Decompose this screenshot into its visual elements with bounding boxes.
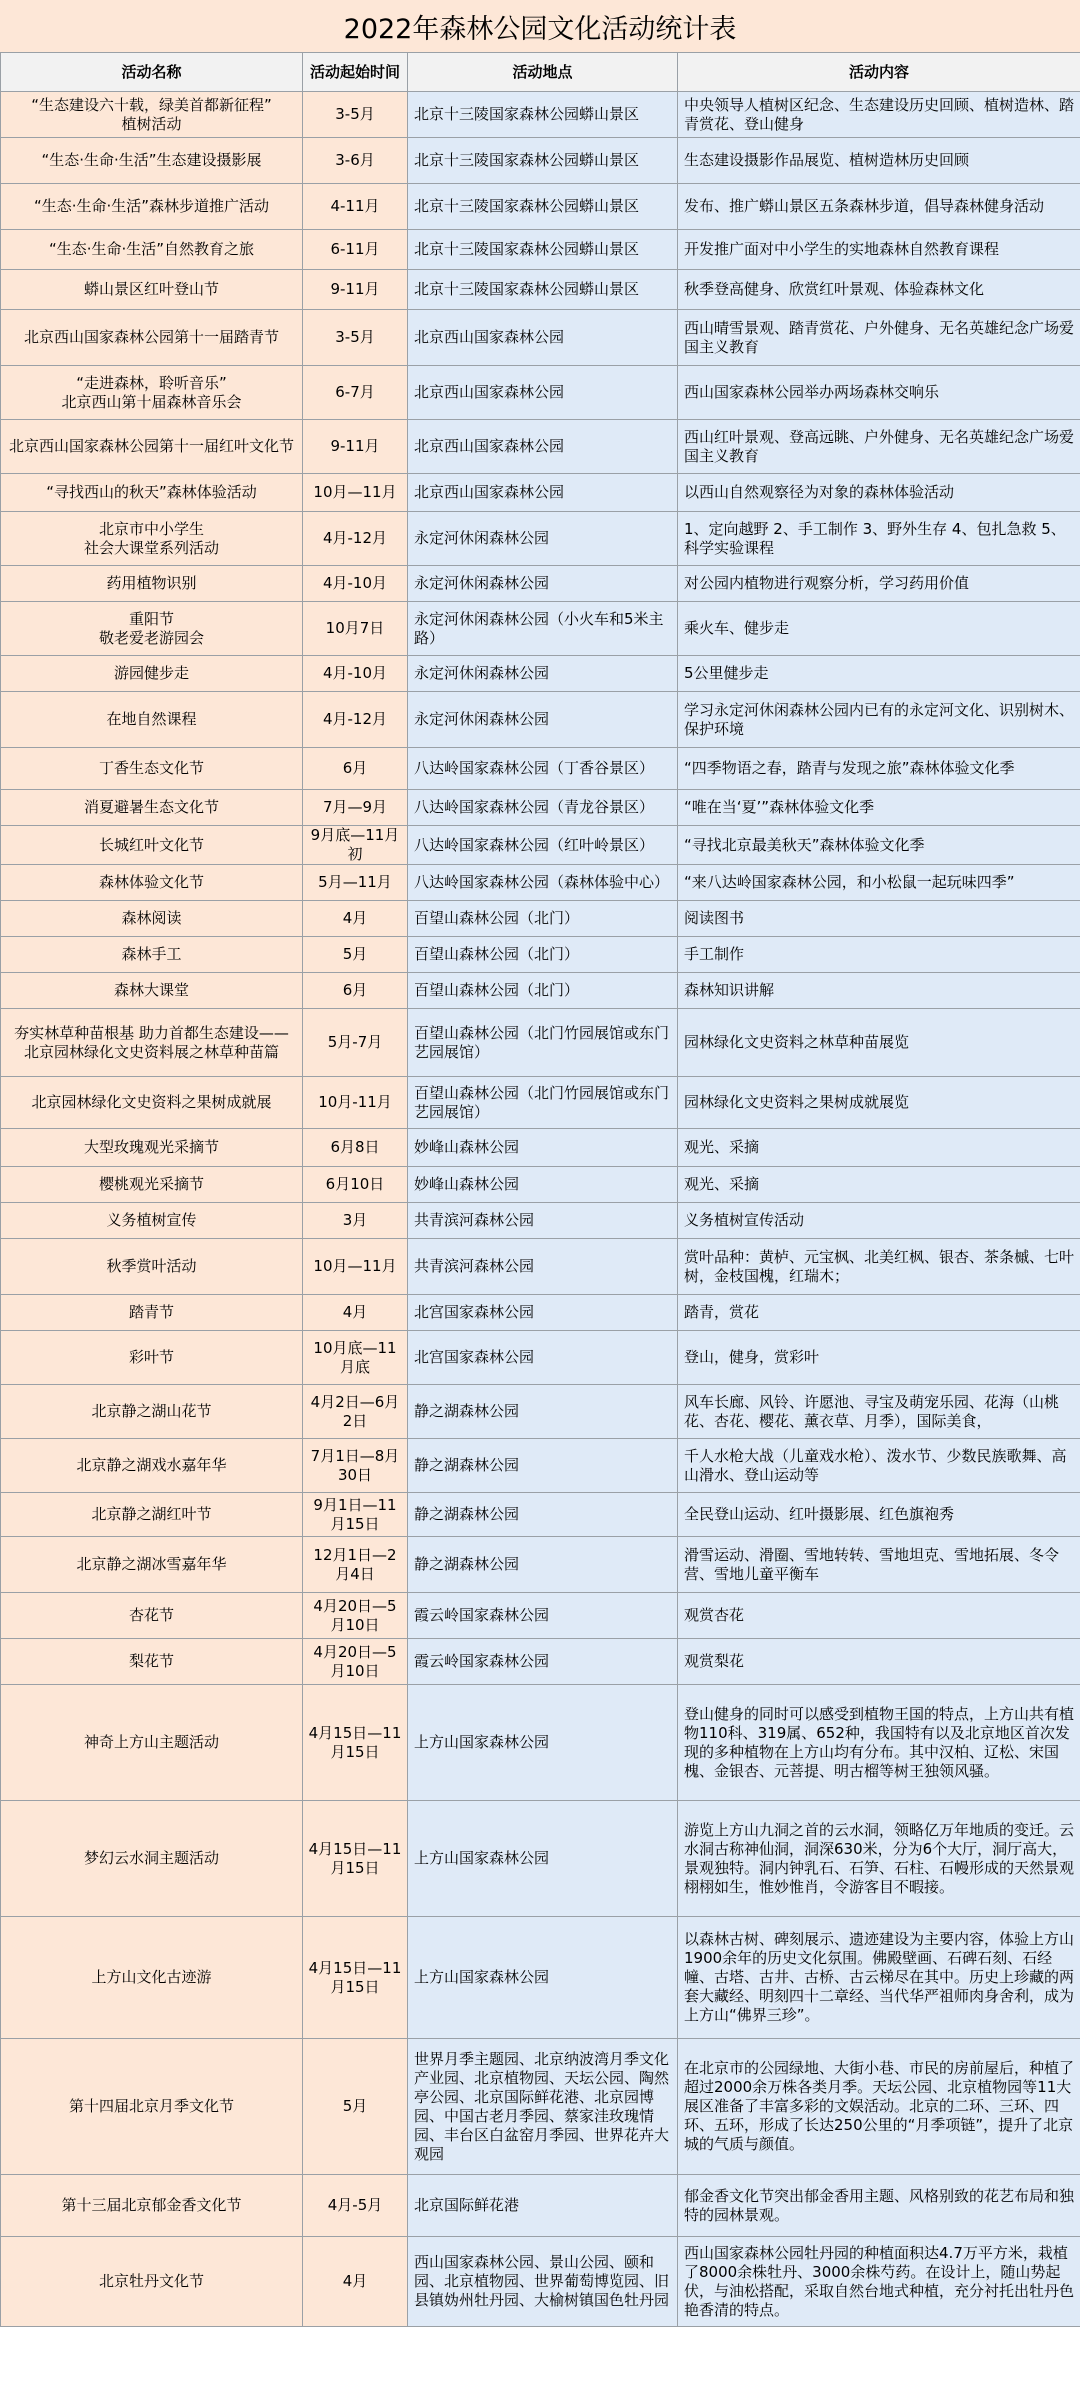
activity-name-cell[interactable]: 梦幻云水洞主题活动 <box>1 1801 303 1917</box>
activity-name-cell[interactable]: “走进森林，聆听音乐” 北京西山第十届森林音乐会 <box>1 366 303 420</box>
location-cell[interactable]: 静之湖森林公园 <box>408 1537 678 1593</box>
table-row <box>1 2175 1080 2237</box>
location-cell[interactable]: 百望山森林公园（北门竹园展馆或东门艺园展馆） <box>408 1009 678 1077</box>
location-cell[interactable]: 妙峰山森林公园 <box>408 1129 678 1167</box>
location-cell[interactable]: 上方山国家森林公园 <box>408 1685 678 1801</box>
header-activity-name[interactable]: 活动名称 <box>1 53 303 92</box>
activity-name-cell[interactable]: 北京西山国家森林公园第十一届红叶文化节 <box>1 420 303 474</box>
start-time-cell[interactable]: 3-6月 <box>303 138 408 184</box>
location-cell[interactable]: 妙峰山森林公园 <box>408 1167 678 1203</box>
start-time-cell[interactable]: 5月-7月 <box>303 1009 408 1077</box>
activity-name-cell[interactable]: 药用植物识别 <box>1 566 303 602</box>
start-time-cell[interactable]: 4月-10月 <box>303 656 408 692</box>
content-cell[interactable]: “四季物语之春，踏青与发现之旅”森林体验文化季 <box>678 748 1080 790</box>
location-cell[interactable]: 北京十三陵国家森林公园蟒山景区 <box>408 230 678 270</box>
content-cell[interactable]: 森林知识讲解 <box>678 973 1080 1009</box>
activity-name-cell[interactable]: 丁香生态文化节 <box>1 748 303 790</box>
activity-name-cell[interactable]: 秋季赏叶活动 <box>1 1239 303 1295</box>
start-time-cell[interactable]: 10月—11月 <box>303 474 408 512</box>
content-cell[interactable]: 5公里健步走 <box>678 656 1080 692</box>
content-cell[interactable]: 观赏梨花 <box>678 1639 1080 1685</box>
start-time-cell[interactable]: 4月-10月 <box>303 566 408 602</box>
header-content[interactable]: 活动内容 <box>678 53 1080 92</box>
location-cell[interactable]: 共青滨河森林公园 <box>408 1203 678 1239</box>
start-time-cell[interactable]: 12月1日—2月4日 <box>303 1537 408 1593</box>
activity-table <box>0 52 1080 2327</box>
table-body <box>1 92 1080 2327</box>
content-cell[interactable]: 园林绿化文史资料之林草种苗展览 <box>678 1009 1080 1077</box>
start-time-cell[interactable]: 5月 <box>303 2039 408 2175</box>
content-cell[interactable]: 全民登山运动、红叶摄影展、红色旗袍秀 <box>678 1493 1080 1537</box>
table-row <box>1 901 1080 937</box>
table-row <box>1 1167 1080 1203</box>
start-time-cell[interactable]: 4月2日—6月2日 <box>303 1385 408 1439</box>
table-row <box>1 1439 1080 1493</box>
table-row <box>1 92 1080 138</box>
location-cell[interactable]: 霞云岭国家森林公园 <box>408 1593 678 1639</box>
location-cell[interactable]: 八达岭国家森林公园（红叶岭景区） <box>408 826 678 865</box>
location-cell[interactable]: 静之湖森林公园 <box>408 1493 678 1537</box>
location-cell[interactable]: 西山国家森林公园、景山公园、颐和园、北京植物园、世界葡萄博览园、旧县镇妫州牡丹园、大榆树镇国色牡丹园 <box>408 2237 678 2327</box>
table-row <box>1 790 1080 826</box>
activity-name-cell[interactable]: 北京市中小学生 社会大课堂系列活动 <box>1 512 303 566</box>
activity-name-cell[interactable]: 北京静之湖山花节 <box>1 1385 303 1439</box>
activity-name-cell[interactable]: 第十四届北京月季文化节 <box>1 2039 303 2175</box>
location-cell[interactable]: 北京西山国家森林公园 <box>408 310 678 366</box>
activity-name-cell[interactable]: 北京静之湖冰雪嘉年华 <box>1 1537 303 1593</box>
table-row <box>1 1009 1080 1077</box>
start-time-cell[interactable]: 4月20日—5月10日 <box>303 1639 408 1685</box>
location-cell[interactable]: 北京十三陵国家森林公园蟒山景区 <box>408 270 678 310</box>
table-row <box>1 1295 1080 1331</box>
content-cell[interactable]: 西山国家森林公园举办两场森林交响乐 <box>678 366 1080 420</box>
table-row <box>1 1685 1080 1801</box>
activity-name-cell[interactable]: “生态·生命·生活”生态建设摄影展 <box>1 138 303 184</box>
start-time-cell[interactable]: 7月1日—8月30日 <box>303 1439 408 1493</box>
content-cell[interactable]: 在北京市的公园绿地、大街小巷、市民的房前屋后，种植了超过2000余万株各类月季。天坛公园、北京植物园等11大展区准备了丰富多彩的文娱活动。北京的二环、三环、四环、五环，形成了长达250公里的“月季项链”，提升了北京城的气质与颜值。 <box>678 2039 1080 2175</box>
content-cell[interactable]: 阅读图书 <box>678 901 1080 937</box>
activity-name-cell[interactable]: 上方山文化古迹游 <box>1 1917 303 2039</box>
table-row <box>1 1593 1080 1639</box>
activity-name-cell[interactable]: 神奇上方山主题活动 <box>1 1685 303 1801</box>
content-cell[interactable]: 西山国家森林公园牡丹园的种植面积达4.7万平方米，栽植了8000余株牡丹、3000余株芍药。在设计上，随山势起伏，与油松搭配，采取自然台地式种植，充分衬托出牡丹色艳香清的特点。 <box>678 2237 1080 2327</box>
content-cell[interactable]: 园林绿化文史资料之果树成就展览 <box>678 1077 1080 1129</box>
location-cell[interactable]: 霞云岭国家森林公园 <box>408 1639 678 1685</box>
start-time-cell[interactable]: 4月 <box>303 2237 408 2327</box>
table-row <box>1 1801 1080 1917</box>
table-row <box>1 184 1080 230</box>
activity-name-cell[interactable]: “生态·生命·生活”自然教育之旅 <box>1 230 303 270</box>
start-time-cell[interactable]: 7月—9月 <box>303 790 408 826</box>
table-row <box>1 270 1080 310</box>
activity-name-cell[interactable]: 樱桃观光采摘节 <box>1 1167 303 1203</box>
location-cell[interactable]: 北京十三陵国家森林公园蟒山景区 <box>408 92 678 138</box>
content-cell[interactable]: 手工制作 <box>678 937 1080 973</box>
start-time-cell[interactable]: 6-11月 <box>303 230 408 270</box>
location-cell[interactable]: 永定河休闲森林公园 <box>408 566 678 602</box>
activity-name-cell[interactable]: 踏青节 <box>1 1295 303 1331</box>
content-cell[interactable]: 以森林古树、碑刻展示、遗迹建设为主要内容，体验上方山1900余年的历史文化氛围。佛殿壁画、石碑石刻、石经幢、古塔、古井、古桥、古云梯尽在其中。历史上珍藏的两套大藏经、明刻四十二章经、当代华严祖师肉身舍利，成为上方山“佛界三珍”。 <box>678 1917 1080 2039</box>
activity-name-cell[interactable]: 杏花节 <box>1 1593 303 1639</box>
location-cell[interactable]: 八达岭国家森林公园（青龙谷景区） <box>408 790 678 826</box>
start-time-cell[interactable]: 5月—11月 <box>303 865 408 901</box>
start-time-cell[interactable]: 10月底—11月底 <box>303 1331 408 1385</box>
start-time-cell[interactable]: 4-11月 <box>303 184 408 230</box>
content-cell[interactable]: 踏青，赏花 <box>678 1295 1080 1331</box>
start-time-cell[interactable]: 3月 <box>303 1203 408 1239</box>
start-time-cell[interactable]: 6月 <box>303 748 408 790</box>
location-cell[interactable]: 北京西山国家森林公园 <box>408 420 678 474</box>
content-cell[interactable]: 生态建设摄影作品展览、植树造林历史回顾 <box>678 138 1080 184</box>
activity-name-cell[interactable]: 北京静之湖戏水嘉年华 <box>1 1439 303 1493</box>
location-cell[interactable]: 八达岭国家森林公园（丁香谷景区） <box>408 748 678 790</box>
activity-name-cell[interactable]: 大型玫瑰观光采摘节 <box>1 1129 303 1167</box>
start-time-cell[interactable]: 10月—11月 <box>303 1239 408 1295</box>
table-row <box>1 1537 1080 1593</box>
start-time-cell[interactable]: 10月-11月 <box>303 1077 408 1129</box>
table-row <box>1 826 1080 865</box>
content-cell[interactable]: 西山晴雪景观、踏青赏花、户外健身、无名英雄纪念广场爱国主义教育 <box>678 310 1080 366</box>
location-cell[interactable]: 八达岭国家森林公园（森林体验中心） <box>408 865 678 901</box>
header-location[interactable]: 活动地点 <box>408 53 678 92</box>
content-cell[interactable]: 对公园内植物进行观察分析，学习药用价值 <box>678 566 1080 602</box>
table-row <box>1 1917 1080 2039</box>
content-cell[interactable]: 学习永定河休闲森林公园内已有的永定河文化、识别树木、保护环境 <box>678 692 1080 748</box>
activity-name-cell[interactable]: 森林阅读 <box>1 901 303 937</box>
content-cell[interactable]: 观光、采摘 <box>678 1167 1080 1203</box>
location-cell[interactable]: 北京十三陵国家森林公园蟒山景区 <box>408 184 678 230</box>
table-row <box>1 692 1080 748</box>
start-time-cell[interactable]: 4月15日—11月15日 <box>303 1685 408 1801</box>
table-row <box>1 2237 1080 2327</box>
start-time-cell[interactable]: 9月1日—11月15日 <box>303 1493 408 1537</box>
table-row <box>1 2039 1080 2175</box>
start-time-cell[interactable]: 6月 <box>303 973 408 1009</box>
start-time-cell[interactable]: 4月-12月 <box>303 512 408 566</box>
activity-name-cell[interactable]: 游园健步走 <box>1 656 303 692</box>
content-cell[interactable]: 以西山自然观察径为对象的森林体验活动 <box>678 474 1080 512</box>
location-cell[interactable]: 永定河休闲森林公园 <box>408 656 678 692</box>
location-cell[interactable]: 上方山国家森林公园 <box>408 1801 678 1917</box>
table-row <box>1 310 1080 366</box>
content-cell[interactable]: 观光、采摘 <box>678 1129 1080 1167</box>
content-cell[interactable]: “唯在当‘夏’”森林体验文化季 <box>678 790 1080 826</box>
content-cell[interactable]: 秋季登高健身、欣赏红叶景观、体验森林文化 <box>678 270 1080 310</box>
table-row <box>1 748 1080 790</box>
activity-name-cell[interactable]: 梨花节 <box>1 1639 303 1685</box>
content-cell[interactable]: “寻找北京最美秋天”森林体验文化季 <box>678 826 1080 865</box>
location-cell[interactable]: 静之湖森林公园 <box>408 1439 678 1493</box>
content-cell[interactable]: 西山红叶景观、登高远眺、户外健身、无名英雄纪念广场爱国主义教育 <box>678 420 1080 474</box>
activity-name-cell[interactable]: 消夏避暑生态文化节 <box>1 790 303 826</box>
table-row <box>1 474 1080 512</box>
start-time-cell[interactable]: 4月 <box>303 901 408 937</box>
start-time-cell[interactable]: 6月10日 <box>303 1167 408 1203</box>
location-cell[interactable]: 北京西山国家森林公园 <box>408 474 678 512</box>
table-row <box>1 366 1080 420</box>
start-time-cell[interactable]: 4月 <box>303 1295 408 1331</box>
content-cell[interactable]: 滑雪运动、滑圈、雪地转转、雪地坦克、雪地拓展、冬令营、雪地儿童平衡车 <box>678 1537 1080 1593</box>
table-row <box>1 420 1080 474</box>
start-time-cell[interactable]: 9-11月 <box>303 270 408 310</box>
table-row <box>1 1331 1080 1385</box>
start-time-cell[interactable]: 4月15日—11月15日 <box>303 1801 408 1917</box>
start-time-cell[interactable]: 3-5月 <box>303 92 408 138</box>
location-cell[interactable]: 永定河休闲森林公园 <box>408 692 678 748</box>
sheet-title: 2022年森林公园文化活动统计表 <box>0 0 1080 53</box>
table-row <box>1 937 1080 973</box>
table-row <box>1 1203 1080 1239</box>
start-time-cell[interactable]: 6月8日 <box>303 1129 408 1167</box>
content-cell[interactable]: 中央领导人植树区纪念、生态建设历史回顾、植树造林、踏青赏花、登山健身 <box>678 92 1080 138</box>
content-cell[interactable]: 游览上方山九洞之首的云水洞，领略亿万年地质的变迁。云水洞古称神仙洞，洞深630米，分为6个大厅，洞厅高大，景观独特。洞内钟乳石、石笋、石柱、石幔形成的天然景观栩栩如生，惟妙惟肖，令游客目不暇接。 <box>678 1801 1080 1917</box>
content-cell[interactable]: 开发推广面对中小学生的实地森林自然教育课程 <box>678 230 1080 270</box>
activity-name-cell[interactable]: “生态·生命·生活”森林步道推广活动 <box>1 184 303 230</box>
content-cell[interactable]: 乘火车、健步走 <box>678 602 1080 656</box>
content-cell[interactable]: 义务植树宣传活动 <box>678 1203 1080 1239</box>
table-row <box>1 512 1080 566</box>
content-cell[interactable]: 郁金香文化节突出郁金香用主题、风格别致的花艺布局和独特的园林景观。 <box>678 2175 1080 2237</box>
location-cell[interactable]: 静之湖森林公园 <box>408 1385 678 1439</box>
table-row <box>1 138 1080 184</box>
activity-name-cell[interactable]: “生态建设六十载，绿美首都新征程” 植树活动 <box>1 92 303 138</box>
activity-name-cell[interactable]: 森林手工 <box>1 937 303 973</box>
location-cell[interactable]: 北京十三陵国家森林公园蟒山景区 <box>408 138 678 184</box>
content-cell[interactable]: 赏叶品种：黄栌、元宝枫、北美红枫、银杏、茶条槭、七叶树，金枝国槐，红瑞木； <box>678 1239 1080 1295</box>
location-cell[interactable]: 北宫国家森林公园 <box>408 1331 678 1385</box>
start-time-cell[interactable]: 5月 <box>303 937 408 973</box>
location-cell[interactable]: 永定河休闲森林公园 <box>408 512 678 566</box>
content-cell[interactable]: 登山，健身，赏彩叶 <box>678 1331 1080 1385</box>
activity-name-cell[interactable]: 义务植树宣传 <box>1 1203 303 1239</box>
activity-name-cell[interactable]: 森林大课堂 <box>1 973 303 1009</box>
start-time-cell[interactable]: 10月7日 <box>303 602 408 656</box>
table-row <box>1 1129 1080 1167</box>
content-cell[interactable]: 千人水枪大战（儿童戏水枪）、泼水节、少数民族歌舞、高山滑水、登山运动等 <box>678 1439 1080 1493</box>
activity-name-cell[interactable]: 森林体验文化节 <box>1 865 303 901</box>
table-row <box>1 1493 1080 1537</box>
header-start-time[interactable]: 活动起始时间 <box>303 53 408 92</box>
start-time-cell[interactable]: 9月底—11月初 <box>303 826 408 865</box>
location-cell[interactable]: 百望山森林公园（北门） <box>408 937 678 973</box>
location-cell[interactable]: 百望山森林公园（北门） <box>408 901 678 937</box>
start-time-cell[interactable]: 4月-12月 <box>303 692 408 748</box>
table-row <box>1 973 1080 1009</box>
location-cell[interactable]: 北京国际鲜花港 <box>408 2175 678 2237</box>
table-row <box>1 1639 1080 1685</box>
location-cell[interactable]: 百望山森林公园（北门竹园展馆或东门艺园展馆） <box>408 1077 678 1129</box>
table-row <box>1 656 1080 692</box>
activity-name-cell[interactable]: 第十三届北京郁金香文化节 <box>1 2175 303 2237</box>
start-time-cell[interactable]: 4月-5月 <box>303 2175 408 2237</box>
start-time-cell[interactable]: 4月20日—5月10日 <box>303 1593 408 1639</box>
location-cell[interactable]: 世界月季主题园、北京纳波湾月季文化产业园、北京植物园、天坛公园、陶然亭公园、北京国际鲜花港、北京园博园、中国古老月季园、蔡家洼玫瑰情园、丰台区白盆窑月季园、世界花卉大观园 <box>408 2039 678 2175</box>
activity-name-cell[interactable]: 长城红叶文化节 <box>1 826 303 865</box>
activity-name-cell[interactable]: 蟒山景区红叶登山节 <box>1 270 303 310</box>
start-time-cell[interactable]: 3-5月 <box>303 310 408 366</box>
location-cell[interactable]: 永定河休闲森林公园（小火车和5米主路） <box>408 602 678 656</box>
location-cell[interactable]: 百望山森林公园（北门） <box>408 973 678 1009</box>
table-row <box>1 566 1080 602</box>
activity-name-cell[interactable]: 北京园林绿化文史资料之果树成就展 <box>1 1077 303 1129</box>
table-row <box>1 1385 1080 1439</box>
content-cell[interactable]: 风车长廊、风铃、许愿池、寻宝及萌宠乐园、花海（山桃花、杏花、樱花、薰衣草、月季），国际美食， <box>678 1385 1080 1439</box>
table-row <box>1 1077 1080 1129</box>
activity-name-cell[interactable]: 在地自然课程 <box>1 692 303 748</box>
location-cell[interactable]: 北宫国家森林公园 <box>408 1295 678 1331</box>
content-cell[interactable]: 1、定向越野 2、手工制作 3、野外生存 4、包扎急救 5、科学实验课程 <box>678 512 1080 566</box>
table-row <box>1 230 1080 270</box>
activity-name-cell[interactable]: 夯实林草种苗根基 助力首都生态建设——北京园林绿化文史资料展之林草种苗篇 <box>1 1009 303 1077</box>
table-row <box>1 865 1080 901</box>
activity-name-cell[interactable]: “寻找西山的秋天”森林体验活动 <box>1 474 303 512</box>
content-cell[interactable]: 发布、推广蟒山景区五条森林步道，倡导森林健身活动 <box>678 184 1080 230</box>
table-row <box>1 1239 1080 1295</box>
activity-name-cell[interactable]: 北京牡丹文化节 <box>1 2237 303 2327</box>
activity-name-cell[interactable]: 彩叶节 <box>1 1331 303 1385</box>
location-cell[interactable]: 上方山国家森林公园 <box>408 1917 678 2039</box>
location-cell[interactable]: 共青滨河森林公园 <box>408 1239 678 1295</box>
table-row <box>1 602 1080 656</box>
start-time-cell[interactable]: 4月15日—11月15日 <box>303 1917 408 2039</box>
content-cell[interactable]: 观赏杏花 <box>678 1593 1080 1639</box>
start-time-cell[interactable]: 9-11月 <box>303 420 408 474</box>
activity-name-cell[interactable]: 北京静之湖红叶节 <box>1 1493 303 1537</box>
start-time-cell[interactable]: 6-7月 <box>303 366 408 420</box>
content-cell[interactable]: 登山健身的同时可以感受到植物王国的特点，上方山共有植物110科、319属、652种，我国特有以及北京地区首次发现的多种植物在上方山均有分布。其中汉柏、辽松、宋国槐、金银杏、元菩提、明古榴等树王独领风骚。 <box>678 1685 1080 1801</box>
content-cell[interactable]: “来八达岭国家森林公园，和小松鼠一起玩味四季” <box>678 865 1080 901</box>
location-cell[interactable]: 北京西山国家森林公园 <box>408 366 678 420</box>
header-row <box>1 53 1080 92</box>
activity-name-cell[interactable]: 北京西山国家森林公园第十一届踏青节 <box>1 310 303 366</box>
activity-name-cell[interactable]: 重阳节 敬老爱老游园会 <box>1 602 303 656</box>
